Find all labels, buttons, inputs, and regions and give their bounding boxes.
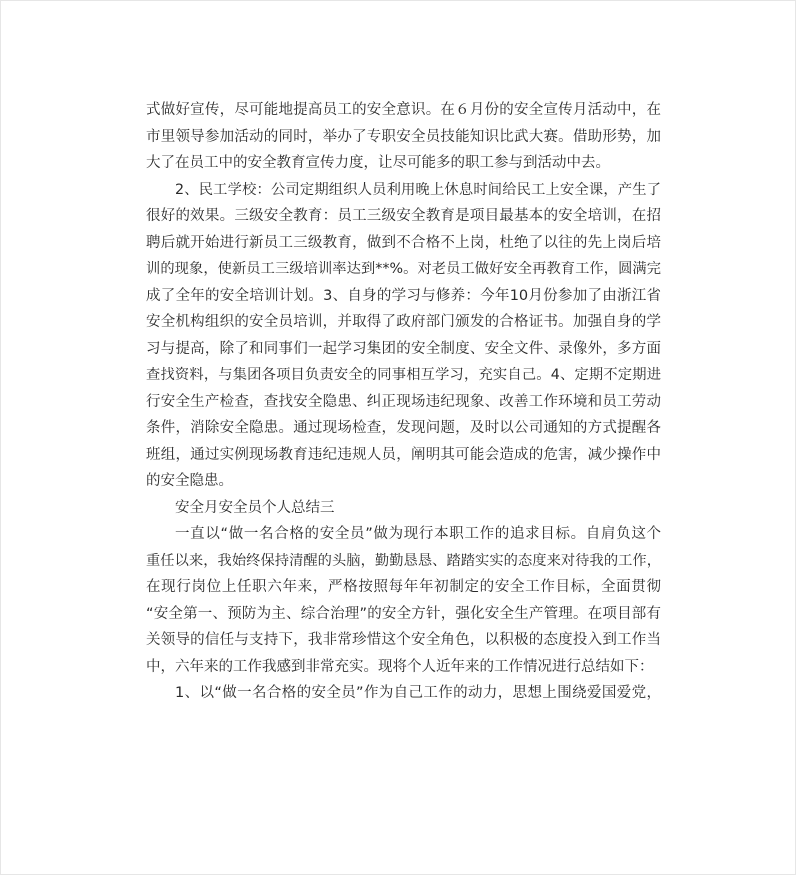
paragraph-start-line: 1、以“做一名合格的安全员”作为自己工作的动力，思想上围绕爱国爱党， (175, 685, 661, 701)
paragraph-start-line: 2、民工学校：公司定期组织人员利用晚上休息时间给民工上安全课，产生了 (175, 181, 661, 198)
text-line: 行安全生产检查，查找安全隐患、纠正现场违纪现象、改善工作环境和员工劳动 (146, 393, 661, 410)
text-line: 成了全年的安全培训计划。3、自身的学习与修养：今年10月份参加了由浙江省 (146, 287, 661, 304)
text-line: 训的现象，使新员工三级培训率达到**%。对老员工做好安全再教育工作，圆满完 (146, 261, 661, 277)
text-line: 式做好宣传，尽可能地提高员工的安全意识。在６月份的安全宣传月活动中，在 (146, 102, 661, 118)
text-line: 大了在员工中的安全教育宣传力度，让尽可能多的职工参与到活动中去。 (146, 155, 610, 171)
section-heading: 安全月安全员个人总结三 (175, 499, 335, 516)
text-line: 聘后就开始进行新员工三级教育，做到不合格不上岗，杜绝了以往的先上岗后培 (146, 234, 661, 251)
text-line: 班组，通过实例现场教育违纪违规人员，阐明其可能会造成的危害，减少操作中 (146, 446, 661, 463)
text-line: 安全机构组织的安全员培训，并取得了政府部门颁发的合格证书。加强自身的学 (146, 314, 661, 330)
text-line: 的安全隐患。 (146, 473, 233, 489)
text-line: 习与提高，除了和同事们一起学习集团的安全制度、安全文件、录像外，多方面 (146, 340, 661, 357)
text-line: 市里领导参加活动的同时，举办了专职安全员技能知识比武大赛。借助形势，加 (146, 128, 661, 145)
text-line: 查找资料，与集团各项目负责安全的同事相互学习，充实自己。4、定期不定期进 (146, 367, 661, 383)
document-body (146, 97, 661, 707)
paragraph-start-line: 一直以“做一名合格的安全员”做为现行本职工作的追求目标。自肩负这个 (175, 526, 661, 542)
text-line: 重任以来，我始终保持清醒的头脑，勤勤恳恳、踏踏实实的态度来对待我的工作， (146, 552, 661, 569)
text-line: 很好的效果。三级安全教育：员工三级安全教育是项目最基本的安全培训，在招 (146, 208, 661, 224)
text-line: “安全第一、预防为主、综合治理”的安全方针，强化安全生产管理。在项目部有 (146, 605, 661, 622)
text-line: 在现行岗位上任职六年来，严格按照每年年初制定的安全工作目标，全面贯彻 (146, 579, 661, 595)
text-line: 条件，消除安全隐患。通过现场检查，发现问题，及时以公司通知的方式提醒各 (146, 420, 661, 436)
text-line: 关领导的信任与支持下，我非常珍惜这个安全角色，以积极的态度投入到工作当 (146, 632, 661, 648)
text-line: 中，六年来的工作我感到非常充实。现将个人近年来的工作情况进行总结如下： (146, 658, 654, 675)
